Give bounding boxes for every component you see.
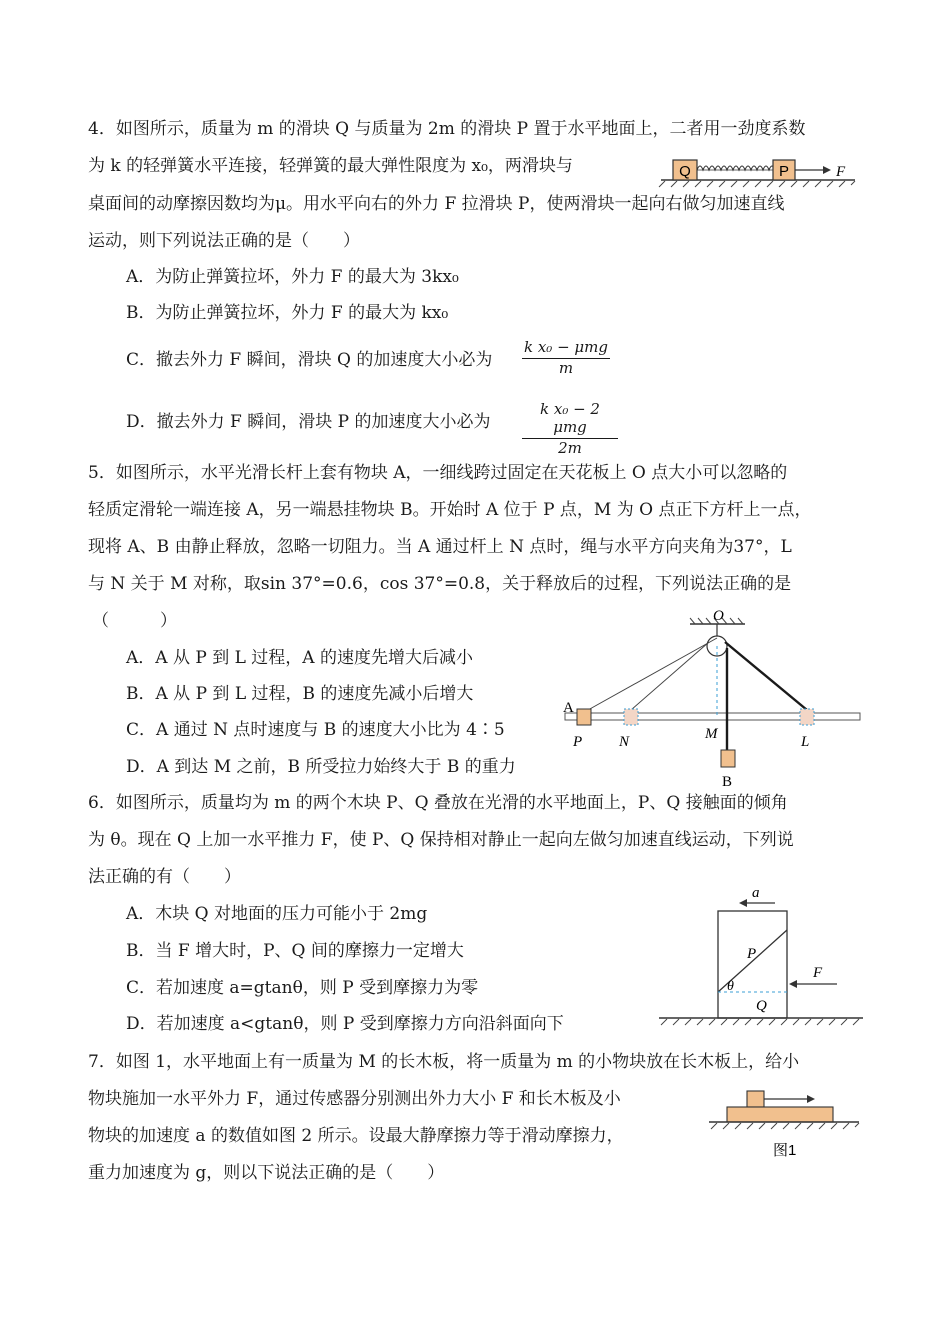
point-p-label: P <box>573 734 583 750</box>
block-a-label: A <box>563 700 574 716</box>
force-label: F <box>836 164 846 180</box>
q5-line5: （ ） <box>92 611 177 631</box>
q5-option-a: A．A 从 P 到 L 过程，A 的速度先增大后减小 <box>126 648 473 668</box>
q6-option-a: A．木块 Q 对地面的压力可能小于 2mg <box>126 904 428 924</box>
ghost-block-n <box>624 709 638 725</box>
block-b <box>721 750 735 767</box>
q5-line1: 5．如图所示，水平光滑长杆上套有物块 A，一细线跨过固定在天花板上 O 点大小可以忽略的 <box>88 463 788 483</box>
spring <box>697 166 781 170</box>
q5-line2: 轻质定滑轮一端连接 A，另一端悬挂物块 B。开始时 A 位于 P 点，M 为 O 点正下方杆上一点， <box>88 500 812 520</box>
accel-label: a <box>752 885 760 901</box>
q5-option-b: B．A 从 P 到 L 过程，B 的速度先减小后增大 <box>126 684 474 704</box>
point-n-label: N <box>619 734 630 750</box>
ghost-block-l <box>800 709 814 725</box>
long-board <box>727 1107 833 1122</box>
theta-label: θ <box>727 979 734 994</box>
q5-option-d: D．A 到达 M 之前，B 所受拉力始终大于 B 的重力 <box>126 757 516 777</box>
q4-option-d-fraction <box>522 400 618 457</box>
q7-board-figure <box>705 1085 865 1165</box>
q4-option-c-denominator: m <box>558 359 574 377</box>
q4-line2: 为 k 的轻弹簧水平连接，轻弹簧的最大弹性限度为 x₀，两滑块与 <box>88 156 573 176</box>
block-p-label: P <box>778 163 790 180</box>
q4-option-d: D．撤去外力 F 瞬间，滑块 P 的加速度大小必为 <box>126 412 491 432</box>
block-frame <box>718 911 787 1018</box>
block-q-label: Q <box>679 163 691 180</box>
q6-line2: 为 θ。现在 Q 上加一水平推力 F，使 P、Q 保持相对静止一起向左做匀加速直线运动，下列说 <box>88 830 794 850</box>
q6-wedge-figure <box>655 880 870 1028</box>
point-m-label: M <box>705 726 718 742</box>
q4-line3: 桌面间的动摩擦因数均为μ。用水平向右的外力 F 拉滑块 P，使两滑块一起向右做匀加速直线 <box>88 194 785 214</box>
q5-option-c: C．A 通过 N 点时速度与 B 的速度大小比为 4∶5 <box>126 720 505 740</box>
q7-line1: 7．如图 1，水平地面上有一质量为 M 的长木板，将一质量为 m 的小物块放在长木板上，给小 <box>88 1052 800 1072</box>
q5-line4: 与 N 关于 M 对称，取sin 37°=0.6，cos 37°=0.8，关于释放后的过程，下列说法正确的是 <box>88 574 792 594</box>
q4-option-d-numerator: k x₀ − 2 μmg <box>522 400 618 439</box>
block-a <box>577 709 591 725</box>
q6-option-d: D．若加速度 a<gtanθ，则 P 受到摩擦力方向沿斜面向下 <box>126 1014 564 1034</box>
point-o-label: O <box>713 608 724 624</box>
q7-line3: 物块的加速度 a 的数值如图 2 所示。设最大静摩擦力等于滑动摩擦力， <box>88 1126 624 1146</box>
block-b-label: B <box>722 774 733 790</box>
push-force-label: F <box>813 965 823 981</box>
q4-option-c: C．撤去外力 F 瞬间，滑块 Q 的加速度大小必为 <box>126 350 493 370</box>
q6-line1: 6．如图所示，质量均为 m 的两个木块 P、Q 叠放在光滑的水平地面上，P、Q 接触面的倾角 <box>88 793 788 813</box>
q5-line3: 现将 A、B 由静止释放，忽略一切阻力。当 A 通过杆上 N 点时，绳与水平方向夹角为37°，L <box>88 537 792 557</box>
figure-1-caption: 图1 <box>773 1142 797 1159</box>
block-q-label: Q <box>756 998 767 1014</box>
point-l-label: L <box>801 734 810 750</box>
q6-option-b: B．当 F 增大时，P、Q 间的摩擦力一定增大 <box>126 941 464 961</box>
q4-option-b: B．为防止弹簧拉坏，外力 F 的最大为 kx₀ <box>126 303 449 323</box>
q7-line4: 重力加速度为 g，则以下说法正确的是（ ） <box>88 1163 445 1183</box>
q5-pulley-figure <box>555 606 867 792</box>
q4-spring-figure <box>655 154 865 190</box>
q7-line2: 物块施加一水平外力 F，通过传感器分别测出外力大小 F 和长木板及小 <box>88 1089 621 1109</box>
q4-option-d-denominator: 2m <box>558 439 582 457</box>
q4-line4: 运动，则下列说法正确的是（ ） <box>88 231 360 251</box>
q4-option-c-numerator: k x₀ − μmg <box>522 338 610 359</box>
q4-line1: 4．如图所示，质量为 m 的滑块 Q 与质量为 2m 的滑块 P 置于水平地面上，二者用一劲度系数 <box>88 119 806 139</box>
small-block <box>747 1091 764 1107</box>
rod <box>565 713 860 720</box>
block-p-label: P <box>747 946 757 962</box>
q6-option-c: C．若加速度 a=gtanθ，则 P 受到摩擦力为零 <box>126 978 479 998</box>
q4-option-c-fraction <box>522 338 610 377</box>
q6-line3: 法正确的有（ ） <box>88 867 241 887</box>
q4-option-a: A．为防止弹簧拉坏，外力 F 的最大为 3kx₀ <box>126 267 459 287</box>
